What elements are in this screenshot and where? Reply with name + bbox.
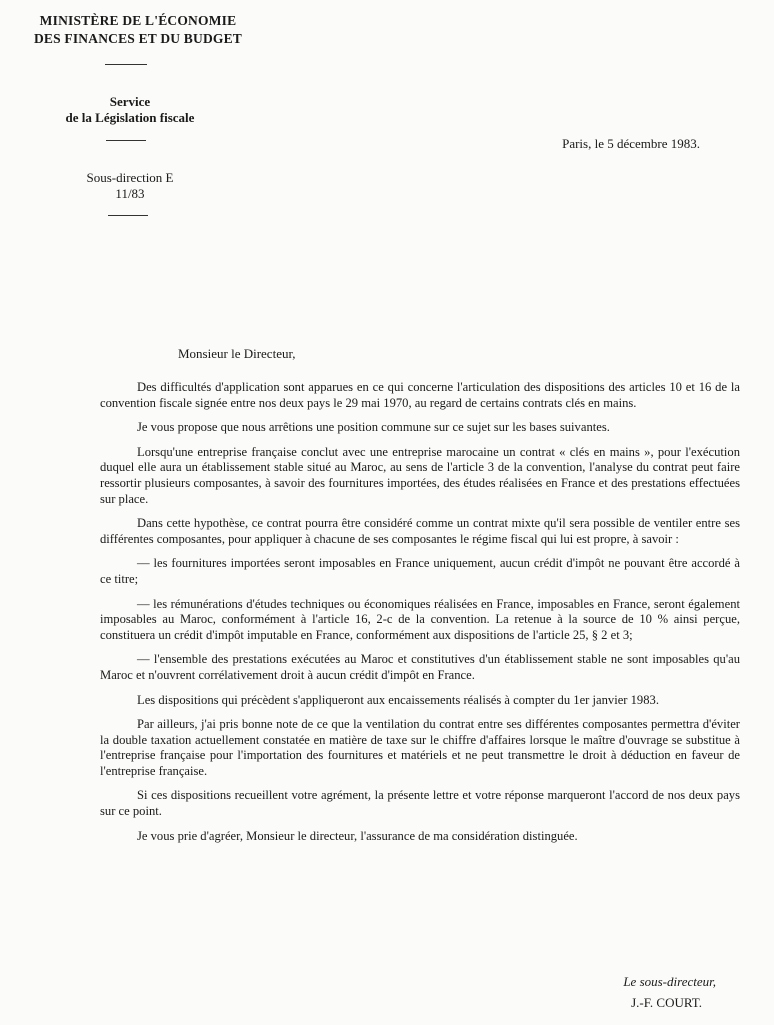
ministry-line-1: MINISTÈRE DE L'ÉCONOMIE <box>39 13 237 28</box>
letter-body <box>100 380 740 853</box>
service-line-2: de la Législation fiscale <box>65 110 195 125</box>
header-divider-2 <box>106 140 146 141</box>
signatory-title: Le sous-directeur, <box>623 974 716 989</box>
paragraph-3: Lorsqu'une entreprise française conclut avec une entreprise marocaine un contrat « clés en mains », pour l'exécution duquel elle aura un établissement stable situé au Maroc, au sens de l'article 3 de la convention, l'analyse du contrat peut faire ressortir plusieurs composantes, à savoir des fournitures importées, des études réalisées en France et des prestations effectuées sur place. <box>100 444 740 506</box>
reference-number: 11/83 <box>115 186 145 201</box>
signature-block <box>516 971 716 1013</box>
header-divider-1 <box>105 64 147 65</box>
paragraph-5: — les fournitures importées seront imposables en France uniquement, aucun crédit d'impôt ne pouvant être accordé à ce titre; <box>100 556 740 586</box>
paragraph-11: Je vous prie d'agréer, Monsieur le directeur, l'assurance de ma considération distinguée. <box>137 828 578 843</box>
paragraph-10: Si ces dispositions recueillent votre agrément, la présente lettre et votre réponse marqueront l'accord de nos deux pays sur ce point. <box>100 788 740 819</box>
paragraph-8: Les dispositions qui précèdent s'appliqueront aux encaissements réalisés à compter du 1er janvier 1983. <box>137 692 659 707</box>
place-date: Paris, le 5 décembre 1983. <box>562 136 700 151</box>
signatory-name: J.-F. COURT. <box>631 995 702 1010</box>
subdirection: Sous-direction E <box>86 170 174 185</box>
paragraph-4: Dans cette hypothèse, ce contrat pourra être considéré comme un contrat mixte qu'il sera possible de ventiler entre ses différentes composantes, pour appliquer à chacune de ses composantes le régime fiscal qui lui est propre, à savoir : <box>100 516 740 546</box>
paragraph-2: Je vous propose que nous arrêtions une position commune sur ce sujet sur les bases suivantes. <box>137 420 610 435</box>
paragraph-9: Par ailleurs, j'ai pris bonne note de ce que la ventilation du contrat entre ses différentes composantes permettra d'éviter la double taxation actuellement constatée en matière de taxe sur le chiffre d'affaires lorsque le maître d'ouvrage se substitue à l'entreprise française pour l'importation des fournitures et matériels et ne peut transmettre le droit à déduction en faveur de l'entreprise française. <box>100 717 740 778</box>
paragraph-7: — l'ensemble des prestations exécutées au Maroc et constitutives d'un établissement stable ne sont imposables qu'au Maroc et n'ouvrent corrélativement droit à aucun crédit d'impôt en France. <box>100 652 740 682</box>
salutation: Monsieur le Directeur, <box>178 346 296 361</box>
ministry-header <box>8 12 268 48</box>
service-block <box>30 94 230 126</box>
subdirection-block <box>60 170 200 202</box>
header-divider-3 <box>108 215 148 216</box>
paragraph-1: Des difficultés d'application sont apparues en ce qui concerne l'articulation des dispositions des articles 10 et 16 de la convention fiscale signée entre nos deux pays le 29 mai 1970, au regard de certains contrats clés en mains. <box>100 380 740 410</box>
service-line-1: Service <box>109 94 151 109</box>
paragraph-6: — les rémunérations d'études techniques ou économiques réalisées en France, imposables en France, seront également imposables au Maroc, conformément à l'article 16, 2-c de la convention. La retenue à la source de 10 % ainsi perçue, constituera un crédit d'impôt imputable en France, conformément aux dispositions de l'article 25, § 2 et 3; <box>100 596 740 642</box>
ministry-line-2: DES FINANCES ET DU BUDGET <box>33 31 243 46</box>
